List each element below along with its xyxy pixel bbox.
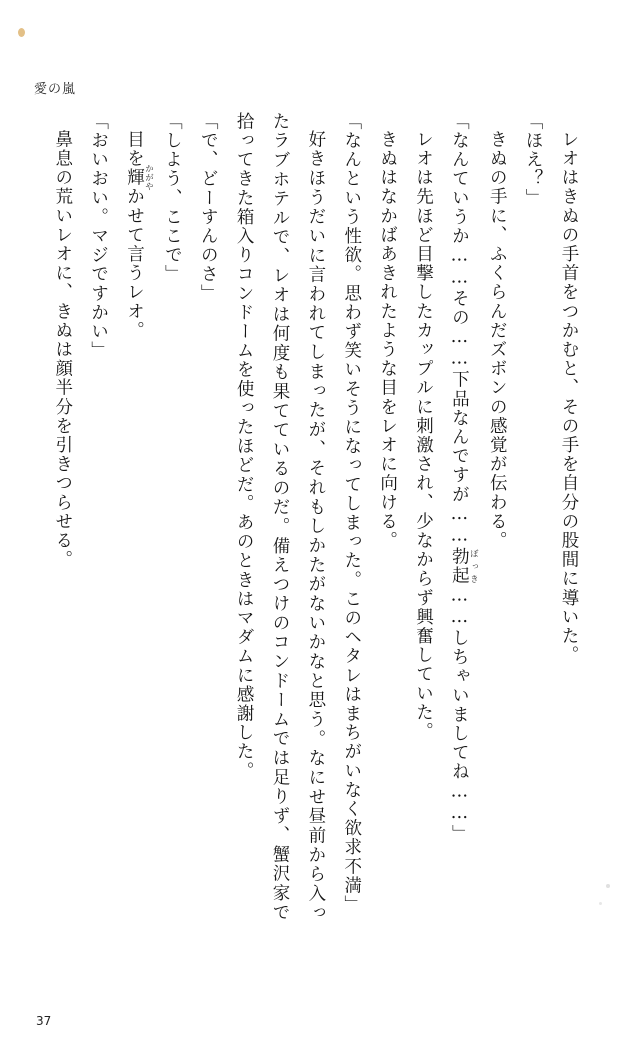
ruby-annotation: 勃起 ぼっき bbox=[449, 547, 479, 586]
page-number: 37 bbox=[36, 1014, 52, 1028]
page-body-text bbox=[52, 112, 586, 922]
scan-speckle-icon bbox=[18, 28, 25, 37]
paragraph: きぬはなかばあきれたような目をレオに向ける。 bbox=[377, 129, 398, 550]
paragraph: 「おいおい。マジですかい」 bbox=[88, 112, 109, 361]
scan-speckle-icon bbox=[606, 884, 610, 888]
paragraph: 鼻息の荒いレオに、きぬは顔半分を引きつらせる。 bbox=[52, 129, 73, 569]
scan-speckle-icon bbox=[599, 902, 602, 905]
paragraph: 目を輝 かがやかせて言うレオ。 bbox=[124, 129, 154, 340]
paragraph: レオは先ほど目撃したカップルに刺激され、少なからず興奮していた。 bbox=[413, 129, 434, 741]
paragraph: 「なんていうか……その……下品なんですが……勃起 ぼっき……しちゃいましてね……」 bbox=[449, 112, 479, 844]
running-header: 愛の嵐 bbox=[34, 82, 77, 97]
paragraph: 「ほえ？」 bbox=[523, 112, 544, 208]
paragraph: 「しよう、ここで」 bbox=[162, 112, 183, 284]
paragraph: きぬの手に、ふくらんだズボンの感覚が伝わる。 bbox=[487, 129, 508, 550]
paragraph: 「なんという性欲。思わず笑いそうになってしまった。このヘタレはまちがいなく欲求不満」 bbox=[341, 112, 362, 915]
ruby-annotation: 輝 かがや bbox=[124, 163, 154, 191]
paragraph: 「で、どーすんのさ」 bbox=[198, 112, 219, 303]
paragraph: レオはきぬの手首をつかむと、その手を自分の股間に導いた。 bbox=[559, 129, 579, 665]
paragraph: 好きほうだいに言われてしまったが、それもしかたがないかなと思う。なにせ昼前から入ったラブホテルで、レオは何度も果てているのだ。備えつけのコンドームでは足りず、蟹沢家で拾ってきた箱入りコンドームを使ったほどだ。あのときはマダムに感謝した。 bbox=[234, 112, 326, 922]
